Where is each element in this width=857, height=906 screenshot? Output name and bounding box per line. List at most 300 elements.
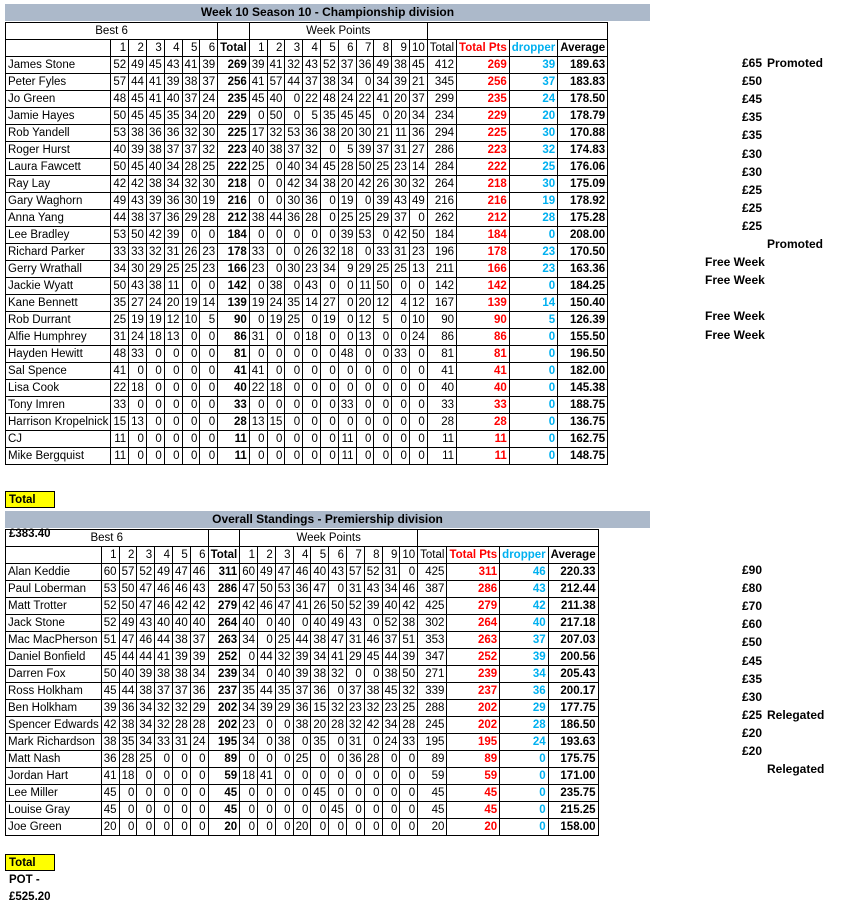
best-score: 38 [129,210,147,227]
best-col-header: 4 [155,547,173,564]
week-score: 0 [285,346,303,363]
week-score: 32 [320,244,338,261]
best-score: 0 [129,363,147,380]
week-score: 34 [338,74,356,91]
week-score: 0 [285,244,303,261]
week-score: 43 [329,564,347,581]
total-pts: 235 [457,91,510,108]
best-score: 51 [101,632,119,649]
best-score: 49 [111,193,129,210]
week-score: 0 [275,751,293,768]
week-total: 81 [427,346,456,363]
week-total: 425 [418,564,447,581]
best-score: 47 [137,581,155,598]
best-score: 0 [182,278,200,295]
average-value: 126.39 [558,312,608,329]
week-score: 45 [311,785,329,802]
table-row [6,700,599,717]
best-score: 0 [164,346,182,363]
total-pts: 89 [447,751,500,768]
week-score: 44 [293,632,311,649]
best-score: 0 [137,802,155,819]
championship-table [5,22,608,465]
week-score: 38 [311,632,329,649]
week-score: 0 [303,414,321,431]
week-score: 0 [329,751,347,768]
total-pts: 184 [457,227,510,244]
week-score: 18 [267,380,285,397]
best-score: 0 [155,819,173,836]
week-col-header: 1 [240,547,258,564]
best-total: 225 [218,125,250,142]
total-pts: 59 [447,768,500,785]
week-score: 0 [392,329,410,346]
dropper-value: 0 [500,751,548,768]
week-score: 0 [338,329,356,346]
week-col-header: 5 [311,547,329,564]
best-score: 13 [129,414,147,431]
week-score: 47 [329,632,347,649]
total-pts: 222 [457,159,510,176]
prize-amount: £20 [742,725,763,740]
average-value: 235.75 [548,785,598,802]
week-score: 0 [311,768,329,785]
average-value: 211.38 [548,598,598,615]
best-score: 40 [155,615,173,632]
average-value: 200.17 [548,683,598,700]
week-score: 0 [267,176,285,193]
best-score: 25 [182,261,200,278]
week-score: 20 [338,125,356,142]
best-score: 14 [200,295,218,312]
best-score: 45 [101,785,119,802]
dropper-value: 28 [500,717,548,734]
week-score: 46 [293,564,311,581]
total-pts: 11 [457,431,510,448]
best-score: 34 [164,176,182,193]
dropper-value: 24 [500,734,548,751]
best-total: 11 [218,448,250,465]
week-score: 0 [400,819,418,836]
week-score: 0 [303,312,321,329]
week-score: 38 [320,176,338,193]
dropper-value: 37 [509,74,557,91]
week-score: 50 [400,666,418,683]
best-score: 42 [172,598,190,615]
week-score: 19 [338,193,356,210]
week-score: 43 [392,193,410,210]
best-score: 45 [129,108,147,125]
week-score: 32 [329,666,347,683]
week-points-label: Week Points [249,23,427,40]
best-total: 11 [218,431,250,448]
best-score: 39 [101,700,119,717]
week-total: 345 [427,74,456,91]
best-col-header: 5 [182,40,200,57]
best-score: 18 [119,768,137,785]
week-score: 32 [267,125,285,142]
best-total: 139 [218,295,250,312]
week-score: 12 [374,295,392,312]
status-note: Relegated [767,707,825,722]
week-score: 39 [338,227,356,244]
week-score: 0 [249,397,267,414]
dropper-value: 0 [500,819,548,836]
week-score: 0 [364,785,382,802]
best-score: 49 [129,57,147,74]
dropper-value: 39 [509,57,557,74]
week-total: 41 [427,363,456,380]
week-score: 0 [320,346,338,363]
week-score: 42 [400,598,418,615]
week-score: 0 [400,785,418,802]
player-name: Jordan Hart [6,768,102,785]
week-score: 39 [374,193,392,210]
week-score: 39 [249,57,267,74]
best-score: 0 [190,768,208,785]
week-score: 20 [392,91,410,108]
week-score: 41 [293,598,311,615]
average-value: 208.00 [558,227,608,244]
week-score: 0 [320,329,338,346]
average-value: 193.63 [548,734,598,751]
week-score: 0 [392,448,410,465]
week-score: 0 [240,819,258,836]
best-score: 40 [111,142,129,159]
average-value: 178.92 [558,193,608,210]
week-score: 26 [374,176,392,193]
week-score: 52 [364,564,382,581]
best-score: 43 [137,615,155,632]
best-score: 34 [190,666,208,683]
week-score: 27 [320,295,338,312]
best-score: 25 [200,159,218,176]
week-score: 40 [311,615,329,632]
week-total: 412 [427,57,456,74]
total-spacer [208,530,240,547]
best-score: 0 [200,363,218,380]
table-row [6,802,599,819]
week-score: 33 [392,346,410,363]
total-pts: 264 [447,615,500,632]
prize-amount: £25 [742,707,763,722]
best-score: 50 [111,159,129,176]
week-score: 41 [267,57,285,74]
best6-label: Best 6 [6,530,209,547]
total-pts: 237 [447,683,500,700]
week-score: 47 [275,564,293,581]
player-name: Laura Fawcett [6,159,111,176]
week-score: 39 [293,666,311,683]
dropper-value: 46 [500,564,548,581]
best-score: 30 [200,176,218,193]
best-col-header: 6 [190,547,208,564]
best-score: 49 [119,615,137,632]
week-score: 32 [400,683,418,700]
week-score: 23 [382,700,400,717]
week-score: 28 [338,159,356,176]
total-pts: 311 [447,564,500,581]
header-row-groups [6,530,599,547]
best-total: 202 [208,717,240,734]
best-score: 11 [164,278,182,295]
total-pts: 195 [447,734,500,751]
week-score: 13 [249,414,267,431]
week-score: 0 [382,785,400,802]
total-pts: 279 [447,598,500,615]
best-score: 0 [200,397,218,414]
best-score: 15 [111,414,129,431]
week-score: 0 [285,91,303,108]
best-score: 0 [182,448,200,465]
best-score: 45 [129,159,147,176]
best-score: 0 [182,346,200,363]
week-score: 37 [293,683,311,700]
week-score: 38 [311,666,329,683]
week-score: 0 [346,802,364,819]
player-name: Alfie Humphrey [6,329,111,346]
player-name: Lisa Cook [6,380,111,397]
week-score: 0 [374,108,392,125]
week-score: 0 [303,448,321,465]
total-pts: 216 [457,193,510,210]
week-col-header: 6 [338,40,356,57]
best-score: 40 [164,91,182,108]
week-score: 25 [356,210,374,227]
table-row [6,751,599,768]
week-score: 31 [346,632,364,649]
week-score: 0 [400,564,418,581]
best-total: 239 [208,666,240,683]
week-score: 0 [267,448,285,465]
header-row-groups [6,23,608,40]
best-score: 20 [200,108,218,125]
best-score: 19 [200,193,218,210]
week-score: 30 [356,125,374,142]
best-total: 184 [218,227,250,244]
week-score: 0 [356,74,374,91]
total-pts: 178 [457,244,510,261]
dropper-value: 0 [509,278,557,295]
week-score: 35 [320,108,338,125]
best-score: 48 [111,346,129,363]
average-value: 158.00 [548,819,598,836]
week-score: 0 [275,768,293,785]
week-score: 30 [285,261,303,278]
best-score: 0 [155,785,173,802]
best-score: 19 [182,295,200,312]
week-score: 11 [338,448,356,465]
total-pts: 45 [447,785,500,802]
table-row [6,768,599,785]
week-score: 42 [240,598,258,615]
week-score: 30 [392,176,410,193]
week-score: 36 [346,751,364,768]
week-score: 0 [356,431,374,448]
best-total: 86 [218,329,250,346]
best-score: 36 [164,210,182,227]
week-score: 0 [320,380,338,397]
week-total: 33 [427,397,456,414]
average-value: 175.75 [548,751,598,768]
week-total: 347 [418,649,447,666]
week-score: 41 [257,768,275,785]
dropper-value: 29 [500,700,548,717]
best-score: 0 [182,329,200,346]
table-row [6,717,599,734]
week-score: 28 [303,210,321,227]
player-name: Ben Holkham [6,700,102,717]
table-row [6,632,599,649]
best-score: 37 [182,91,200,108]
best-score: 53 [111,125,129,142]
best-score: 40 [146,159,164,176]
best-score: 42 [146,227,164,244]
best-total: 252 [208,649,240,666]
best-total: 216 [218,193,250,210]
week-score: 41 [249,74,267,91]
week-score: 15 [311,700,329,717]
table-row [6,431,608,448]
best-score: 38 [146,278,164,295]
best-score: 41 [146,91,164,108]
prize-amount: £30 [742,164,763,179]
week-score: 37 [409,91,427,108]
week-total: 211 [427,261,456,278]
week-score: 45 [364,649,382,666]
week-score: 0 [320,193,338,210]
average-value: 189.63 [558,57,608,74]
total-pts: 202 [447,700,500,717]
week-score: 40 [311,564,329,581]
table-row [6,210,608,227]
best-score: 0 [200,346,218,363]
header-row-columns [6,40,608,57]
prize-amount: £25 [742,182,763,197]
average-value: 175.09 [558,176,608,193]
best-col-header: 2 [119,547,137,564]
week-score: 43 [346,615,364,632]
best-score: 31 [172,734,190,751]
average-value: 182.00 [558,363,608,380]
status-note: Promoted [767,56,824,70]
week-score: 18 [338,244,356,261]
total-pts: 269 [457,57,510,74]
best-col-header: 1 [111,40,129,57]
week-score: 37 [346,683,364,700]
week-score: 0 [275,785,293,802]
week-score: 0 [275,717,293,734]
week-score: 39 [293,649,311,666]
week-score: 49 [409,193,427,210]
week-score: 20 [338,176,356,193]
best-score: 0 [182,397,200,414]
week-total: 59 [418,768,447,785]
week-score: 0 [382,751,400,768]
week-score: 49 [329,615,347,632]
week-total: 45 [418,785,447,802]
status-note: Free Week [705,327,765,342]
best-score: 43 [129,278,147,295]
week-score: 0 [364,768,382,785]
week-score: 50 [356,159,374,176]
week-total: 284 [427,159,456,176]
week-score: 0 [374,363,392,380]
best-score: 36 [119,700,137,717]
week-score: 39 [257,700,275,717]
best-total: 195 [208,734,240,751]
week-score: 44 [257,649,275,666]
best-score: 39 [164,227,182,244]
best-score: 38 [146,176,164,193]
week-score: 23 [303,261,321,278]
week-score: 0 [374,346,392,363]
week-score: 0 [293,785,311,802]
week-score: 44 [285,74,303,91]
dropper-value: 23 [509,244,557,261]
best-score: 39 [137,666,155,683]
header-row-columns [6,547,599,564]
best-total: 166 [218,261,250,278]
player-name: Alan Keddie [6,564,102,581]
week-total: 142 [427,278,456,295]
week-col-header: 2 [267,40,285,57]
week-score: 0 [257,615,275,632]
best-score: 0 [155,802,173,819]
week-score: 44 [382,649,400,666]
best-score: 25 [137,751,155,768]
best-score: 34 [137,734,155,751]
total-pts: 45 [447,802,500,819]
total-pts: 256 [457,74,510,91]
week-score: 34 [382,717,400,734]
table-row [6,448,608,465]
best-col-header: 3 [146,40,164,57]
week-score: 34 [303,159,321,176]
week-score: 25 [293,751,311,768]
week-score: 34 [374,74,392,91]
week-total: 299 [427,91,456,108]
best-score: 0 [172,785,190,802]
week-score: 10 [409,312,427,329]
player-name: Gary Waghorn [6,193,111,210]
best-col-header: 2 [129,40,147,57]
name-header [6,40,111,57]
week-score: 0 [338,295,356,312]
player-name: Lee Bradley [6,227,111,244]
best-score: 33 [111,244,129,261]
best-total: 279 [208,598,240,615]
best-total: 20 [208,819,240,836]
week-score: 36 [356,57,374,74]
week-score: 32 [346,717,364,734]
best-total: 223 [218,142,250,159]
week-score: 0 [303,227,321,244]
prize-amount: £20 [742,744,763,758]
prize-amount: £35 [742,128,763,143]
best-score: 0 [182,363,200,380]
dropper-header: dropper [509,40,557,57]
week-score: 0 [338,380,356,397]
total-pts: 90 [457,312,510,329]
week-score: 0 [267,159,285,176]
player-name: Gerry Wrathall [6,261,111,278]
best-score: 25 [164,261,182,278]
best-total: 235 [218,91,250,108]
best-score: 46 [155,598,173,615]
week-score: 45 [409,57,427,74]
best-score: 0 [146,346,164,363]
